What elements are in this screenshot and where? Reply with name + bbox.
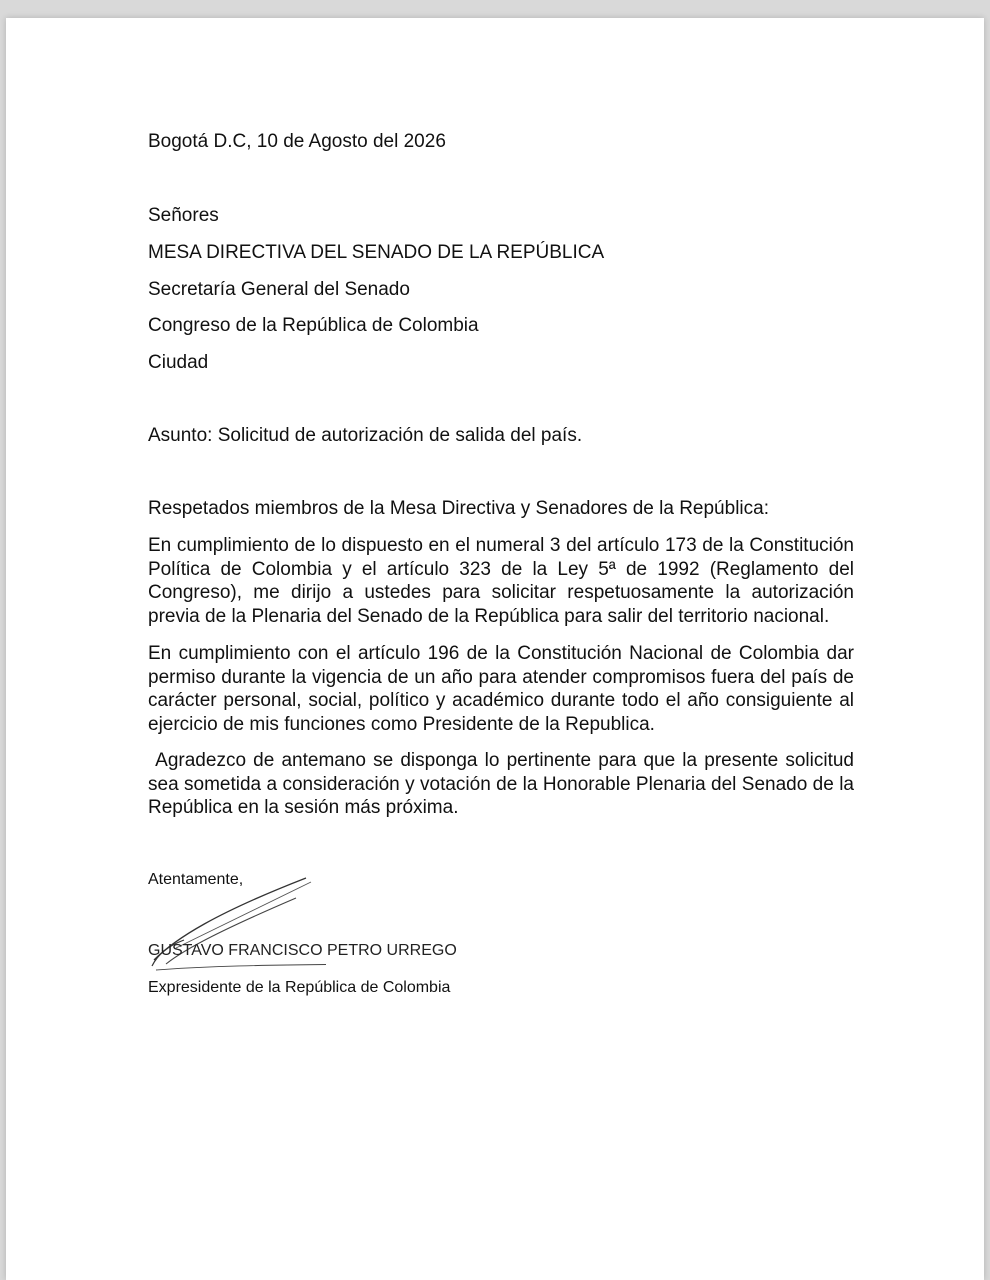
body-paragraph-1: En cumplimiento de lo dispuesto en el numeral 3 del artículo 173 de la Constitución Política de Colombia y el artículo 323 de la Ley 5ª de 1992 (Reglamento del Congreso), me dirijo a ustedes para solicitar respetuosamente la autorización previa de la Plenaria del Senado de la República para salir del territorio nacional. xyxy=(148,535,854,627)
subject-line: Asunto: Solicitud de autorización de salida del país. xyxy=(148,425,583,446)
recipient-salutation: Señores xyxy=(148,205,219,226)
place-date: Bogotá D.C, 10 de Agosto del 2026 xyxy=(148,131,446,152)
letter-page xyxy=(6,18,984,1280)
handwritten-signature xyxy=(146,868,326,978)
signer-title: Expresidente de la República de Colombia xyxy=(148,979,451,996)
signer-name: GUSTAVO FRANCISCO PETRO URREGO xyxy=(148,942,457,959)
greeting: Respetados miembros de la Mesa Directiva y Senadores de la República: xyxy=(148,498,769,519)
body-paragraph-3: Agradezco de antemano se disponga lo pertinente para que la presente solicitud sea sometida a consideración y votación de la Honorable Plenaria del Senado de la República en la sesión más próxima. xyxy=(148,750,860,818)
closing: Atentamente, xyxy=(148,871,244,888)
recipient-line-4: Ciudad xyxy=(148,352,209,373)
body-paragraph-2: En cumplimiento con el artículo 196 de la Constitución Nacional de Colombia dar permiso durante la vigencia de un año para atender compromisos fuera del país de carácter personal, social, político y académico durante todo el año consiguiente al ejercicio de mis funciones como Presidente de la Republica. xyxy=(148,643,854,735)
recipient-line-3: Congreso de la República de Colombia xyxy=(148,315,479,336)
recipient-line-1: MESA DIRECTIVA DEL SENADO DE LA REPÚBLICA xyxy=(148,242,605,263)
recipient-line-2: Secretaría General del Senado xyxy=(148,279,410,300)
